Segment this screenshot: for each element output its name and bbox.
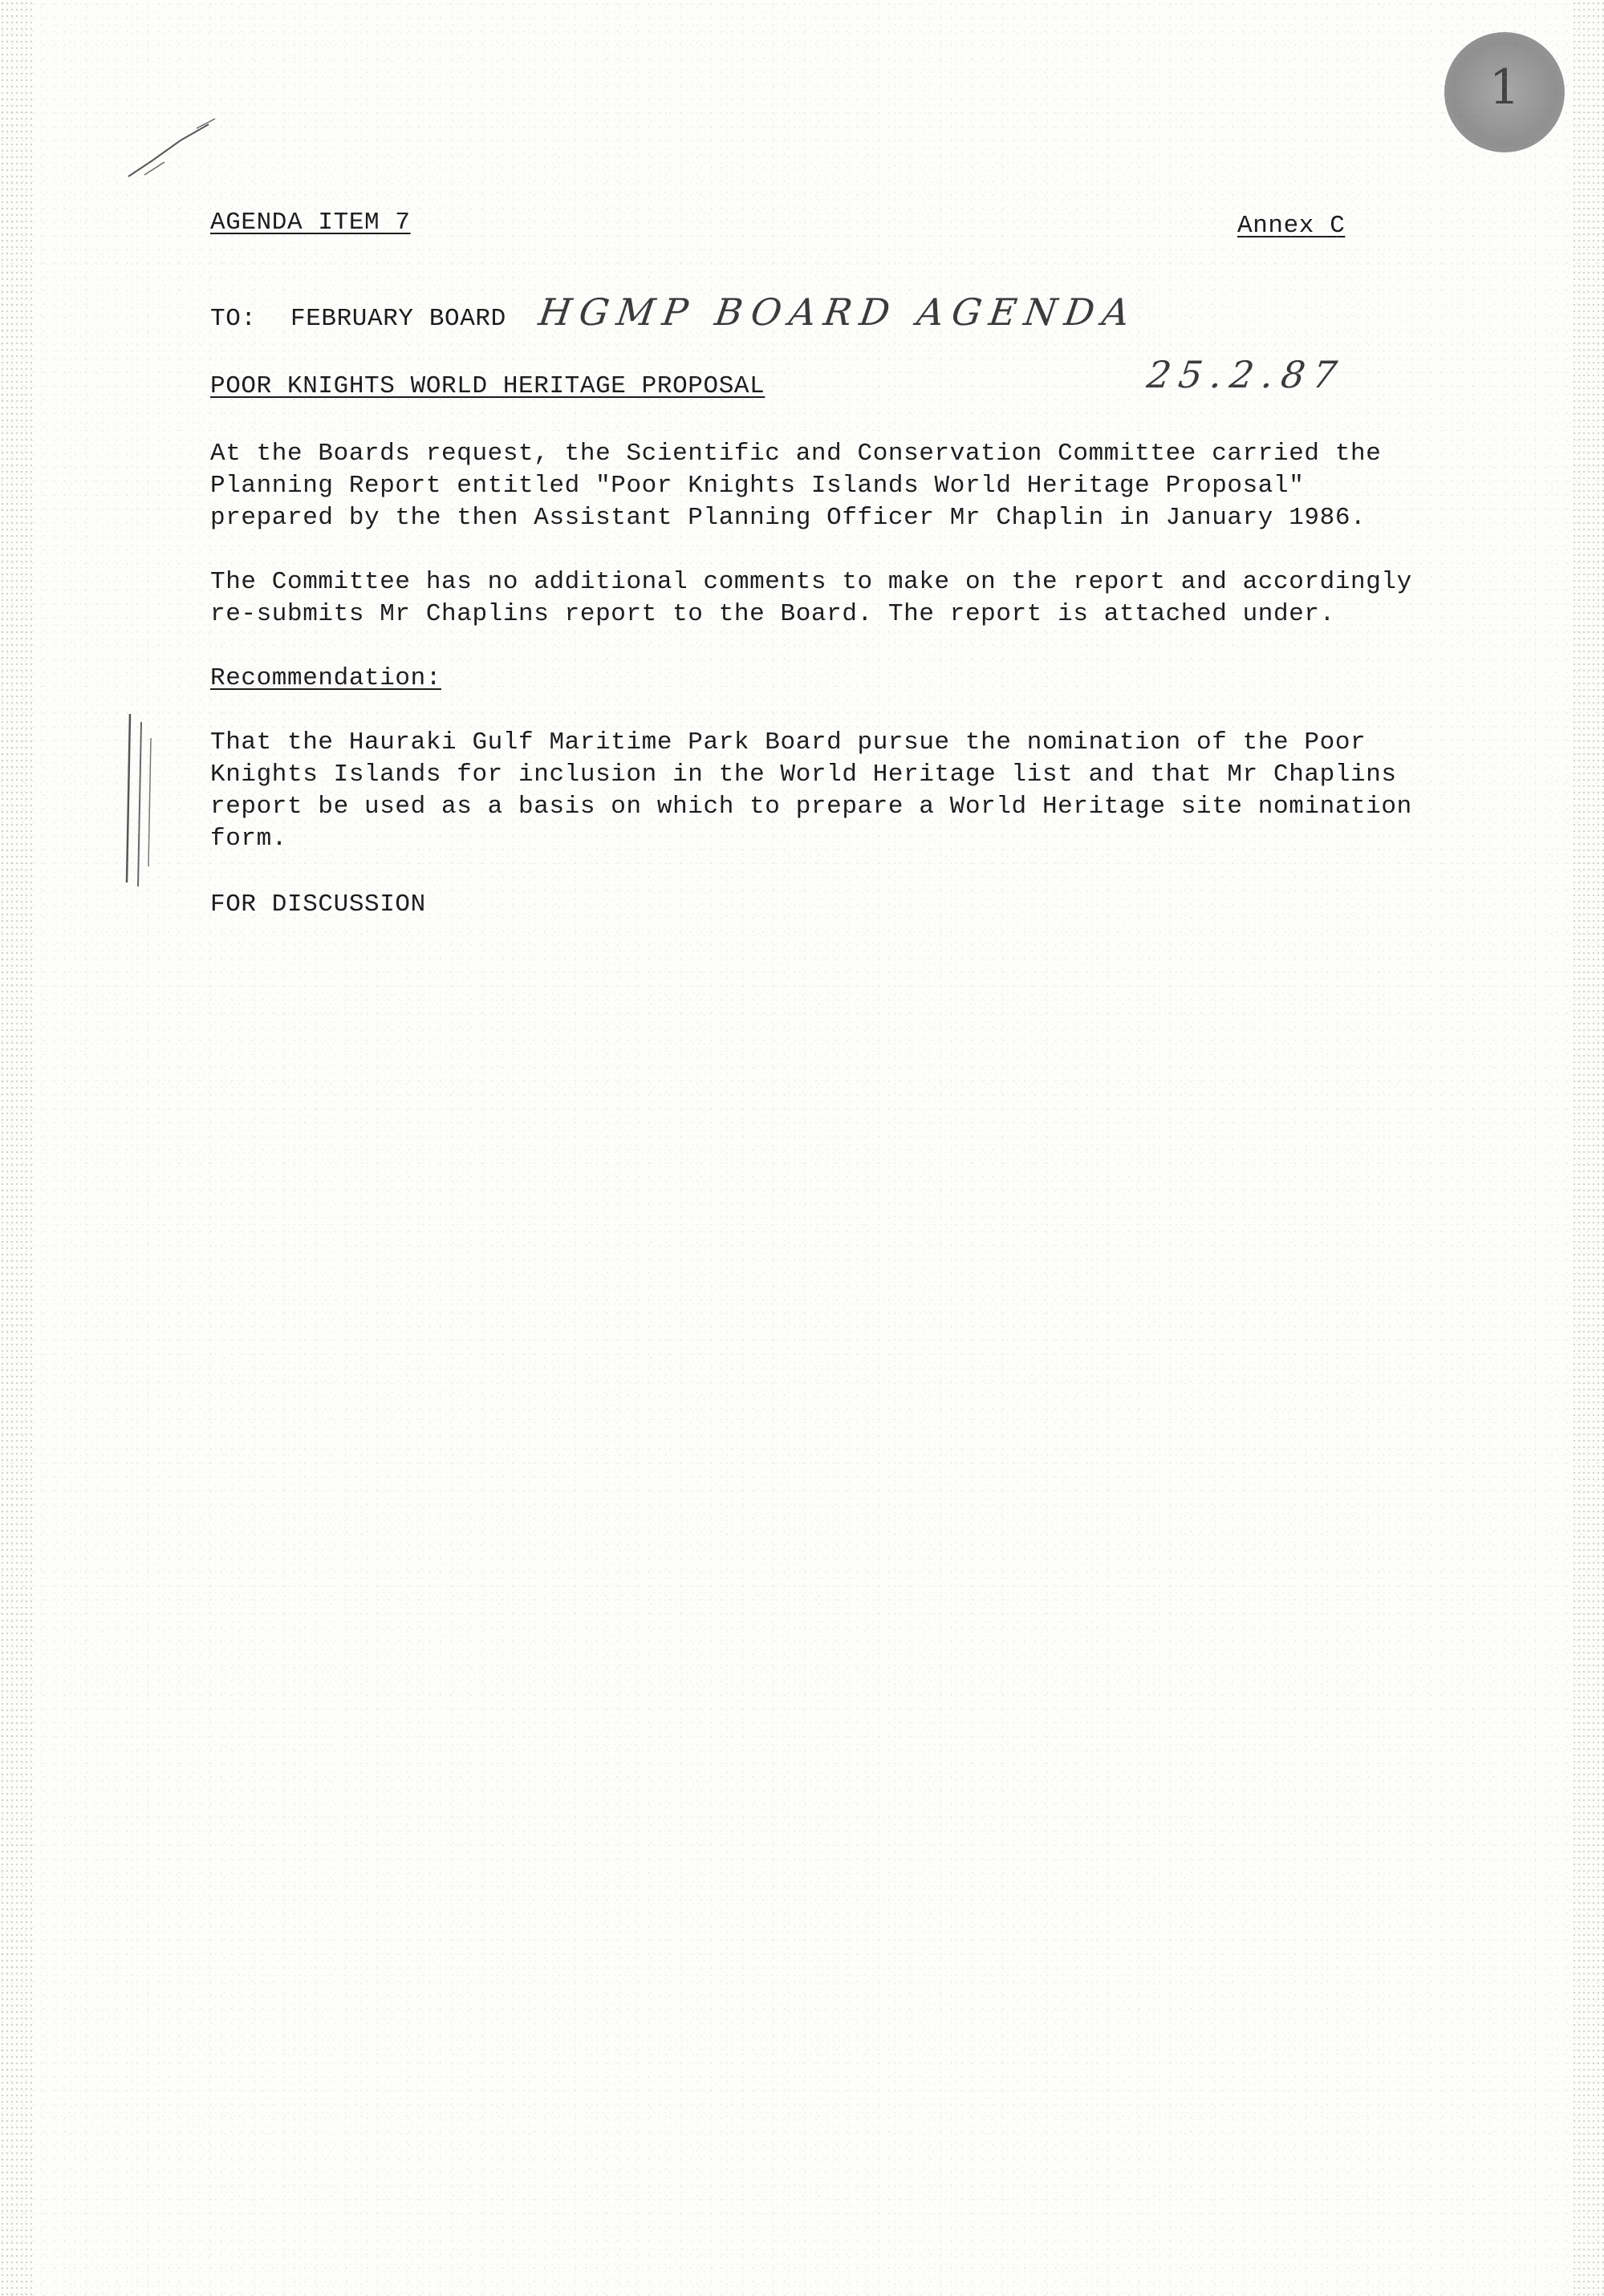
corner-pen-mark <box>120 112 225 185</box>
left-scan-edge <box>0 0 32 2296</box>
subject-heading: POOR KNIGHTS WORLD HERITAGE PROPOSAL <box>210 372 765 400</box>
recommendation-text: That the Hauraki Gulf Maritime Park Board pursue the nomination of the Poor Knights Islands for inclusion in the World Heritage list and that Mr Chaplins report be used as a basis on which to prepare a World Heritage site nomination form. <box>210 728 1412 853</box>
to-recipient: FEBRUARY BOARD <box>290 305 506 333</box>
handwritten-date: 25.2.87 <box>1144 353 1348 396</box>
annex-label: Annex C <box>1237 212 1346 240</box>
to-label: TO: <box>210 305 257 333</box>
handwritten-agenda-note: HGMP BOARD AGENDA <box>536 290 1140 334</box>
margin-pen-marks <box>120 706 160 890</box>
committee-paragraph: The Committee has no additional comments to make on the report and accordingly re-submits Mr Chaplins report to the Board. The report is attached under. <box>210 568 1412 628</box>
agenda-item-heading: AGENDA ITEM 7 <box>210 209 411 237</box>
page-number-stamp <box>1444 32 1565 152</box>
recommendation-heading: Recommendation: <box>210 664 442 692</box>
for-discussion-label: FOR DISCUSSION <box>210 890 426 919</box>
intro-paragraph: At the Boards request, the Scientific and Conservation Committee carried the Planning Report entitled "Poor Knights Islands World Heritage Proposal" prepared by the then Assistant Planning Officer Mr Chaplin in January 1986. <box>210 440 1382 532</box>
page-number: 1 <box>1488 59 1521 116</box>
right-scan-edge <box>1572 0 1604 2296</box>
